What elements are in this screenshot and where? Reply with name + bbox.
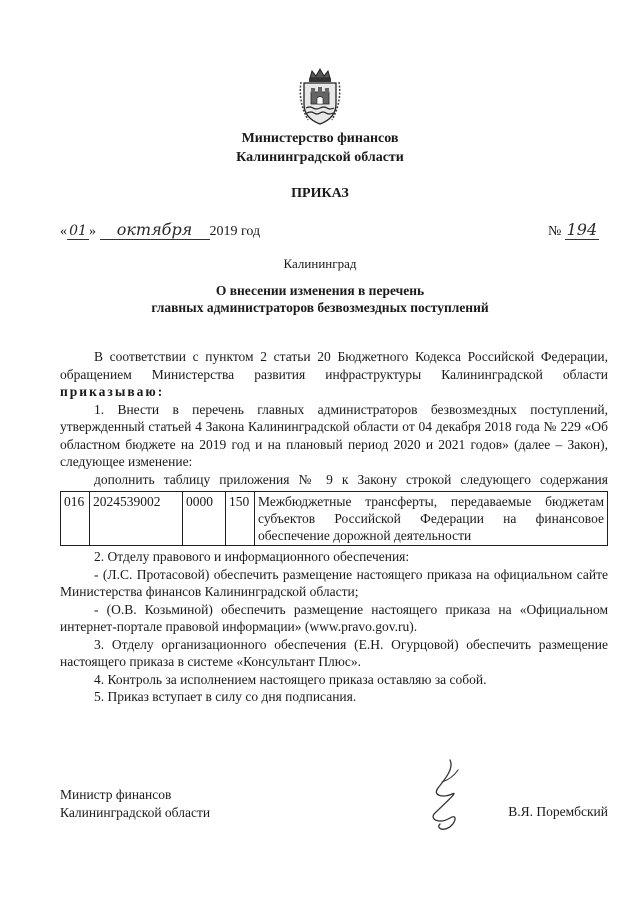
table-row bbox=[61, 492, 608, 546]
item-1-paragraph: 1. Внести в перечень главных администраторов безвозмездных поступлений, утвержденный статьей 4 Закона Калининградской области от 04 декабря 2018 года № 229 «Об областном бюджете на 2019 год и на плановый период 2020 и 2021 годов» (далее – Закон), следующее изменение: bbox=[60, 401, 608, 469]
order-body bbox=[60, 348, 608, 706]
date-day: 01 bbox=[67, 223, 89, 240]
item-1-subparagraph: дополнить таблицу приложения № 9 к Закону строкой следующего содержания bbox=[94, 471, 608, 487]
addition-table bbox=[60, 491, 608, 546]
item-2-paragraph: 2. Отделу правового и информационного обеспечения: bbox=[94, 549, 410, 564]
signatory-position bbox=[60, 786, 210, 821]
ministry-name-line1: Министерство финансов bbox=[241, 131, 399, 146]
table-cell-code-admin: 016 bbox=[61, 492, 90, 546]
signatory-position-line1: Министр финансов bbox=[60, 787, 172, 802]
item-3-paragraph: 3. Отделу организационного обеспечения (Е.Н. Огурцовой) обеспечить размещение настоящего приказа в системе «Консультант Плюс». bbox=[60, 636, 608, 669]
city-name: Калининград bbox=[283, 256, 357, 271]
item-4-paragraph: 4. Контроль за исполнением настоящего приказа оставляю за собой. bbox=[94, 671, 487, 687]
table-cell-code-subtype: 0000 bbox=[183, 492, 226, 546]
subject-line2: главных администраторов безвозмездных поступлений bbox=[151, 300, 489, 315]
ministry-name bbox=[0, 129, 640, 167]
document-title: ПРИКАЗ bbox=[291, 186, 349, 201]
order-subject bbox=[0, 282, 640, 316]
order-keyword: приказываю: bbox=[60, 384, 165, 399]
date-month: октября bbox=[100, 220, 210, 240]
table-cell-description: Межбюджетные трансферты, передаваемые бюджетам субъектов Российской Федерации на финансовое обеспечение дорожной деятельности bbox=[255, 492, 608, 546]
handwritten-signature-icon bbox=[420, 758, 480, 834]
preamble-text: В соответствии с пунктом 2 статьи 20 Бюджетного Кодекса Российской Федерации, обращением Министерства развития инфраструктуры Калининградской области bbox=[60, 349, 608, 382]
order-date bbox=[60, 220, 260, 240]
table-cell-code-class: 150 bbox=[226, 492, 255, 546]
signatory-position-line2: Калининградской области bbox=[60, 804, 211, 820]
date-open-quote: « bbox=[60, 224, 67, 239]
coat-of-arms-icon bbox=[298, 68, 342, 126]
date-close-quote: » bbox=[89, 224, 96, 239]
date-year: 2019 год bbox=[209, 224, 261, 239]
item-2b-paragraph: - (О.В. Козьминой) обеспечить размещение настоящего приказа на «Официальном интернет-портале правовой информации» (www.pravo.gov.ru). bbox=[60, 601, 608, 634]
preamble-paragraph bbox=[60, 348, 608, 401]
ministry-name-line2: Калининградской области bbox=[236, 150, 404, 165]
item-2a-paragraph: - (Л.С. Протасовой) обеспечить размещение настоящего приказа на официальном сайте Министерства финансов Калининградской области; bbox=[60, 566, 608, 599]
subject-line1: О внесении изменения в перечень bbox=[215, 283, 425, 298]
item-5-paragraph: 5. Приказ вступает в силу со дня подписания. bbox=[94, 689, 357, 704]
order-number bbox=[548, 220, 599, 240]
order-number-prefix: № bbox=[548, 224, 562, 239]
table-cell-code-type: 2024539002 bbox=[90, 492, 183, 546]
signatory-name: В.Я. Порембский bbox=[508, 804, 608, 819]
order-number-value: 194 bbox=[566, 220, 598, 239]
